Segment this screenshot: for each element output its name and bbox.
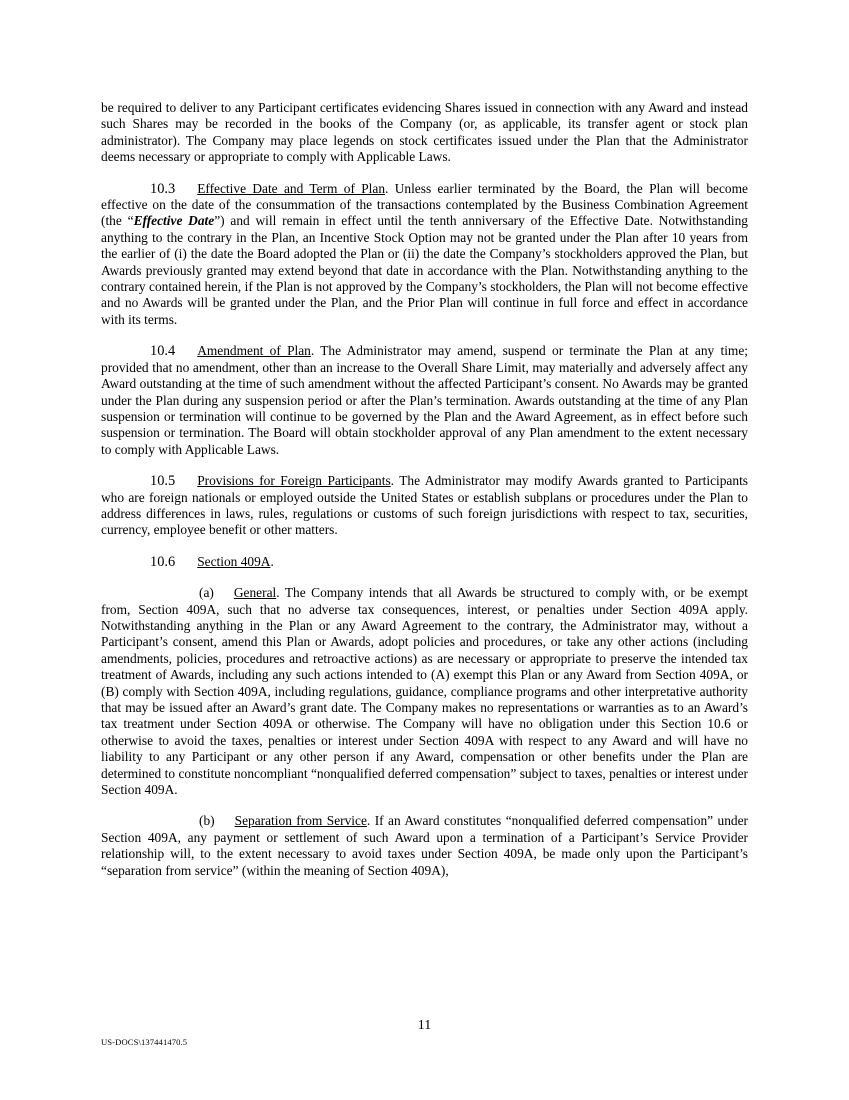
section-10-3 bbox=[101, 181, 748, 329]
section-text: . bbox=[270, 553, 274, 569]
section-heading: Effective Date and Term of Plan bbox=[197, 180, 386, 196]
document-body bbox=[101, 100, 748, 894]
section-heading: Section 409A bbox=[197, 553, 271, 569]
subsection-label: (a) bbox=[199, 585, 214, 601]
document-id: US-DOCS\137441470.5 bbox=[101, 1037, 188, 1047]
subsection-10-6-b bbox=[101, 813, 748, 879]
section-heading: Amendment of Plan bbox=[197, 343, 311, 359]
section-number: 10.5 bbox=[150, 473, 176, 490]
subsection-text: . The Company intends that all Awards be structured to comply with, or be exempt from, Section 409A, such that no adverse tax consequences, interest, or penalties under Section 409A apply. Notwithstanding anything in the Plan or any Award Agreement to the contrary, the Administrator may, without a Participant’s consent, amend this Plan or Awards, adopt policies and procedures, or take any other actions (including amendments, policies, procedures and retroactive actions) as are necessary or appropriate to preserve the intended tax treatment of Awards, including any such actions intended to (A) exempt this Plan or any Award from Section 409A, or (B) comply with Section 409A, including regulations, guidance, compliance programs and other interpretative authority that may be issued after an Award’s grant date. The Company makes no representations or warranties as to an Award’s tax treatment under Section 409A or otherwise. The Company will have no obligation under this Section 10.6 or otherwise to avoid the taxes, penalties or interest under Section 409A with respect to any Award and will have no liability to any Participant or any other person if any Award, compensation or other benefits under the Plan are determined to constitute noncompliant “nonqualified deferred compensation” subject to taxes, penalties or interest under Section 409A. bbox=[101, 585, 748, 798]
section-number: 10.6 bbox=[150, 553, 176, 570]
section-text: . The Administrator may modify Awards granted to Participants who are foreign nationals or employed outside the United States or establish subplans or procedures under the Plan to address differences in laws, rules, regulations or customs of such foreign jurisdictions with respect to tax, securities, currency, employee benefit or other matters. bbox=[101, 473, 749, 538]
section-heading: Provisions for Foreign Participants bbox=[197, 473, 391, 489]
section-text: . The Administrator may amend, suspend or terminate the Plan at any time; provided that no amendment, other than an increase to the Overall Share Limit, may materially and adversely affect any Award outstanding at the time of such amendment without the affected Participant’s consent. No Awards may be granted under the Plan during any suspension period or after the Plan’s termination. Awards outstanding at the time of any Plan suspension or termination will continue to be governed by the Plan and the Award Agreement, as in effect before such suspension or termination. The Board will obtain stockholder approval of any Plan amendment to the extent necessary to comply with Applicable Laws. bbox=[101, 343, 748, 457]
paragraph-continued bbox=[101, 100, 748, 166]
section-10-6 bbox=[101, 554, 748, 570]
subsection-label: (b) bbox=[199, 813, 215, 829]
paragraph-text: be required to deliver to any Participant certificates evidencing Shares issued in connection with any Award and instead such Shares may be recorded in the books of the Company (or, as applicable, its transfer agent or stock plan administrator). The Company may place legends on stock certificates issued under the Plan that the Administrator deems necessary or appropriate to comply with Applicable Laws. bbox=[101, 100, 748, 165]
section-number: 10.4 bbox=[150, 343, 176, 360]
section-10-4 bbox=[101, 343, 748, 458]
subsection-heading: Separation from Service bbox=[234, 813, 367, 829]
section-10-5 bbox=[101, 473, 748, 539]
page-number: 11 bbox=[417, 1018, 432, 1033]
section-text: ”) and will remain in effect until the tenth anniversary of the Effective Date. Notwithstanding anything to the contrary in the Plan, an Incentive Stock Option may not be granted under the Plan after 10 years from the earlier of (i) the date the Board adopted the Plan or (ii) the date the Company’s stockholders approved the Plan, but Awards previously granted may extend beyond that date in accordance with the Plan. Notwithstanding anything to the contrary contained herein, if the Plan is not approved by the Company’s stockholders, the Plan will not become effective and no Awards will be granted under the Plan, and the Prior Plan will continue in full force and effect in accordance with its terms. bbox=[101, 213, 749, 327]
subsection-heading: General bbox=[233, 585, 277, 601]
defined-term: Effective Date bbox=[133, 213, 215, 229]
section-text: . Unless earlier terminated by the Board, the Plan will become effective on the date of the consummation of the transactions contemplated by the Business Combination Agreement (the “ bbox=[101, 180, 748, 229]
section-number: 10.3 bbox=[150, 180, 176, 197]
subsection-text: . If an Award constitutes “nonqualified deferred compensation” under Section 409A, any payment or settlement of such Award upon a termination of a Participant’s Service Provider relationship will, to the extent necessary to avoid taxes under Section 409A, be made only upon the Participant’s “separation from service” (within the meaning of Section 409A), bbox=[101, 813, 748, 878]
subsection-10-6-a bbox=[101, 585, 748, 798]
